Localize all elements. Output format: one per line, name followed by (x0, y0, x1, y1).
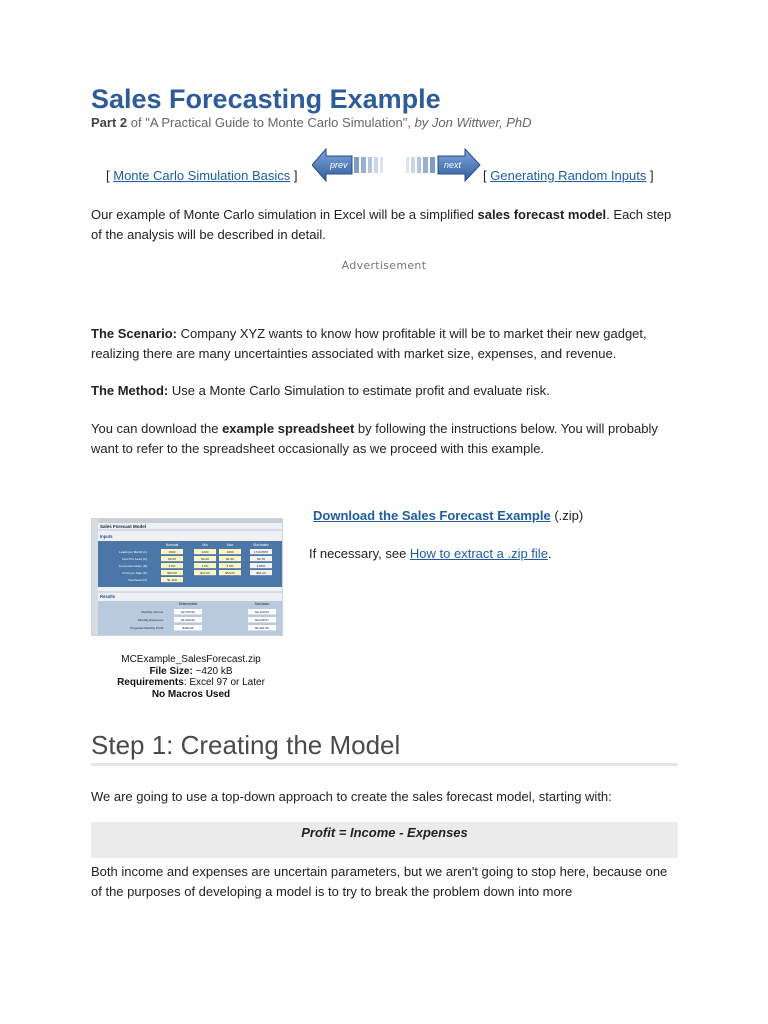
scenario-label: The Scenario: (91, 326, 177, 341)
intro-text-end: . Each step of the analysis will be described in detail. (91, 207, 672, 242)
author-credit: by Jon Wittwer, PhD (414, 115, 532, 130)
input-row-label: Leads per Month (L) (119, 550, 147, 554)
input-row-label: Profit per Sale (P) (122, 571, 147, 575)
input-cell-value: 4.86% (256, 564, 266, 568)
close-bracket: ] (649, 168, 654, 183)
heading-divider (91, 763, 678, 766)
result-cell-value: $4,120.00 (255, 610, 269, 614)
prev-button[interactable] (312, 147, 386, 183)
requirements-value: : Excel 97 or Later (183, 677, 265, 688)
input-cell-value: $51.23 (256, 571, 266, 575)
open-bracket: [ (106, 168, 110, 183)
input-cell-value: 1.0% (201, 564, 209, 568)
input-cell-value: $0.65 (168, 557, 176, 561)
input-cell-value: $0.78 (257, 557, 265, 561)
download-example-link[interactable]: Download the Sales Forecast Example (313, 508, 551, 523)
input-cell-value: 1200 (201, 550, 209, 554)
requirements (91, 677, 291, 689)
next-button[interactable] (405, 147, 481, 183)
page-title: Sales Forecasting Example (91, 84, 441, 114)
svg-text:Max: Max (226, 543, 234, 547)
intro-paragraph (91, 205, 681, 245)
input-cell-value: 1719.8657 (253, 550, 269, 554)
input-cell-value: 1500 (168, 550, 176, 554)
stochastic-header: Stochastic (254, 602, 270, 606)
method-label: The Method: (91, 383, 169, 398)
input-row-label: Overhead (O) (128, 578, 147, 582)
step-1-paragraph: Both income and expenses are uncertain parameters, but we aren't going to stop here, because one of the purposes of developing a model is to try to break the problem down into more (91, 864, 668, 899)
download-row (313, 508, 583, 523)
input-cell-value: 1800 (226, 550, 234, 554)
result-row-label: Monthly Income: (141, 610, 164, 614)
open-bracket: [ (483, 168, 487, 183)
prev-arrow-icon (312, 147, 386, 183)
input-cell-value: $50.00 (167, 571, 177, 575)
close-bracket: ] (293, 168, 298, 183)
extract-period: . (547, 546, 552, 561)
prev-button-label: prev (330, 160, 348, 170)
download-suffix: (.zip) (550, 508, 584, 523)
page-subtitle (91, 115, 532, 130)
macros-note: No Macros Used (151, 688, 231, 700)
next-page-link[interactable]: Generating Random Inputs (490, 168, 647, 183)
result-row-label: Projected Monthly Profit: (130, 626, 164, 630)
svg-text:Nominal: Nominal (165, 543, 179, 547)
advertisement-label: Advertisement (341, 259, 427, 272)
svg-text:Stochastic: Stochastic (253, 543, 269, 547)
download-para-text: You can download the (91, 421, 223, 436)
input-cell-value: $47.00 (200, 571, 210, 575)
file-name: MCExample_SalesForecast.zip (121, 654, 261, 665)
input-cell-value: $53.00 (225, 571, 235, 575)
result-cell-value: $1,950.00 (181, 618, 195, 622)
result-cell-value: $2,250.00 (181, 610, 195, 614)
file-info (91, 654, 291, 700)
download-para-bold: example spreadsheet (222, 421, 355, 436)
input-cell-value: $1,200 (167, 578, 177, 582)
intro-text: Our example of Monte Carlo simulation in Excel will be a simplified (91, 207, 478, 222)
extract-text: If necessary, see (309, 546, 410, 561)
requirements-label: Requirements (117, 677, 184, 688)
sheet-title: Sales Forecast Model (100, 524, 147, 529)
spreadsheet-image (92, 519, 283, 636)
spreadsheet-thumbnail[interactable] (91, 518, 283, 636)
input-cell-value: $1.00 (226, 557, 234, 561)
download-paragraph (91, 419, 681, 459)
prev-page-link[interactable]: Monte Carlo Simulation Basics (113, 168, 291, 183)
scenario-paragraph (91, 324, 681, 364)
method-text: Use a Monte Carlo Simulation to estimate profit and evaluate risk. (168, 383, 550, 398)
prev-nav (106, 168, 298, 183)
result-cell-value: $1,561.65 (255, 626, 269, 630)
method-paragraph (91, 381, 681, 401)
file-size (91, 666, 291, 678)
result-cell-value: $300.00 (182, 626, 194, 630)
extract-row (309, 546, 552, 561)
profit-formula: Profit = Income - Expenses (301, 825, 468, 840)
extract-zip-link[interactable]: How to extract a .zip file (409, 546, 548, 561)
svg-text:Min: Min (202, 543, 208, 547)
file-size-value: ~420 kB (192, 665, 233, 677)
results-label: Results (100, 594, 116, 599)
file-size-label: File Size: (149, 665, 193, 677)
next-button-label: next (444, 160, 462, 170)
step-1-intro: We are going to use a top-down approach to create the sales forecast model, starting with: (91, 789, 612, 804)
download-para-text-end: by following the instructions below. You will probably want to refer to the spreadsheet occasionally as we proceed with this example. (91, 421, 658, 456)
result-cell-value: $2,539.97 (255, 618, 269, 622)
input-row-label: Conversion Rate (R) (118, 564, 147, 568)
guide-reference: of "A Practical Guide to Monte Carlo Simulation", (127, 115, 415, 130)
inputs-label: Inputs (100, 534, 113, 539)
intro-bold: sales forecast model (477, 207, 607, 222)
result-row-label: Monthly Expenses: (137, 618, 164, 622)
step-1-heading: Step 1: Creating the Model (91, 730, 401, 760)
part-label: Part 2 (91, 115, 128, 130)
input-cell-value: 5.0% (226, 564, 234, 568)
scenario-text: Company XYZ wants to know how profitable it will be to market their new gadget, realizing there are many uncertainties associated with market size, expenses, and revenue. (91, 326, 647, 361)
input-row-label: Cost Per Lead (C) (122, 557, 147, 561)
formula-box (91, 822, 678, 858)
input-cell-value: $0.20 (201, 557, 209, 561)
deterministic-header: Deterministic (178, 602, 198, 606)
input-cell-value: 3.0% (168, 564, 176, 568)
next-arrow-icon (405, 147, 481, 183)
next-nav (483, 168, 654, 183)
